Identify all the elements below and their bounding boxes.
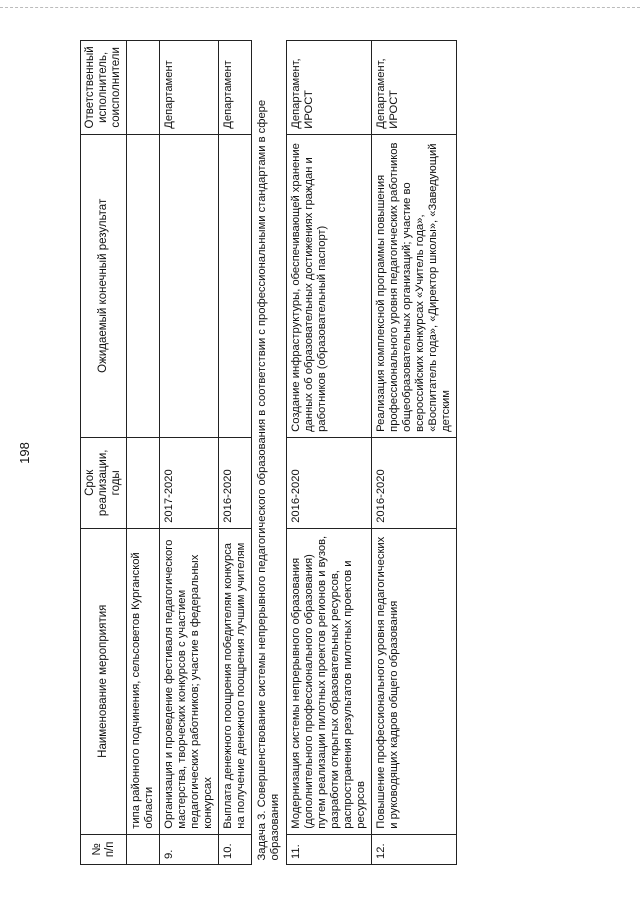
scan-edge-line: [0, 7, 640, 8]
header-term: Срок реализации, годы: [81, 437, 127, 528]
cell-name: Повышение профессионального уровня педагогических и руководящих кадров общего образования: [372, 528, 457, 834]
cell-name: Выплата денежного поощрения победителям конкурса на получение денежного поощрения лучшим учителям: [219, 528, 252, 834]
cell-responsible: Департамент: [219, 40, 252, 134]
table-header-row: [81, 40, 127, 864]
header-no: № п/п: [81, 834, 127, 864]
table-row: [219, 40, 252, 864]
cell-no: 11.: [287, 834, 372, 864]
cell-term: 2016-2020: [372, 437, 457, 528]
task-heading: Задача 3. Совершенствование системы непрерывного педагогического образования в соответствии с профессиональными стандартами в сфере образования: [252, 40, 287, 864]
cell-no: 10.: [219, 834, 252, 864]
cell-responsible: Департамент, ИРОСТ: [372, 40, 457, 134]
cell-name: Модернизация системы непрерывного образования (дополнительного профессионального образования) путем реализации пилотных проектов регионов и вузов, разработки открытых образовательных ресурсов, распространения результатов пилотных проектов и ресурсов: [287, 528, 372, 834]
header-responsible: Ответственный исполнитель, соисполнители: [81, 40, 127, 134]
cell-result: Создание инфраструктуры, обеспечивающей хранение данных об образовательных достижениях граждан и работников (образовательный паспорт): [287, 134, 372, 437]
cell-term: 2017-2020: [160, 437, 219, 528]
cell-no: 12.: [372, 834, 457, 864]
table-row: [127, 40, 160, 864]
table-row: [287, 40, 372, 864]
header-result: Ожидаемый конечный результат: [81, 134, 127, 437]
cell-result: Реализация комплексной программы повышения профессионального уровня педагогических работников общеобразовательных организаций; участие во всероссийских конкурсах «Учитель года», «Воспитатель года», «Директор школы», «Заведующий детским: [372, 134, 457, 437]
cell-no: 9.: [160, 834, 219, 864]
cell-term: 2016-2020: [287, 437, 372, 528]
cell-result: [160, 134, 219, 437]
cell-responsible: Департамент: [160, 40, 219, 134]
cell-responsible: [127, 40, 160, 134]
activities-table: [80, 40, 457, 865]
cell-no: [127, 834, 160, 864]
cell-result: [127, 134, 160, 437]
cell-term: 2016-2020: [219, 437, 252, 528]
cell-result: [219, 134, 252, 437]
table-row: [160, 40, 219, 864]
page-number: 198: [17, 441, 32, 464]
cell-name: Организация и проведение фестиваля педагогического мастерства, творческих конкурсов с участием педагогических работников; участие в федеральных конкурсах: [160, 528, 219, 834]
rotated-page: [17, 23, 615, 883]
task-heading-row: [252, 40, 287, 864]
cell-responsible: Департамент, ИРОСТ: [287, 40, 372, 134]
cell-term: [127, 437, 160, 528]
table-row: [372, 40, 457, 864]
cell-name: типа районного подчинения, сельсоветов Курганской области: [127, 528, 160, 834]
header-name: Наименование мероприятия: [81, 528, 127, 834]
